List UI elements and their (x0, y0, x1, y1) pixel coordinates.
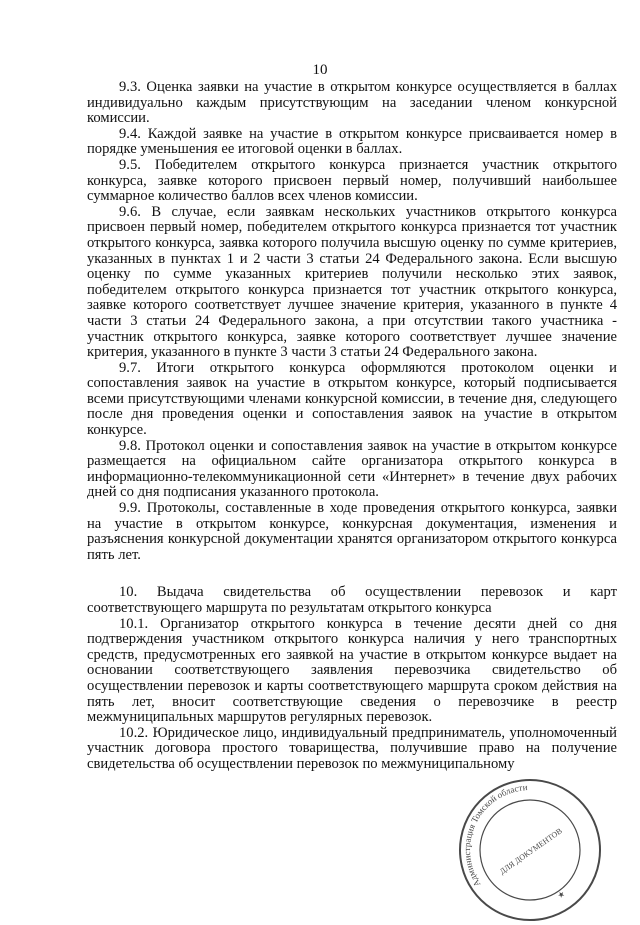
paragraph-10-1: 10.1. Организатор открытого конкурса в течение десяти дней со дня подтверждения участником открытого конкурса наличия у него транспортных средств, предусмотренных его заявкой на участие в открытом конкурсе выдает на основании соответствующего заявления перевозчика свидетельство об осуществлении перевозок и карты соответствующего маршрута сроком действия на пять лет, вносит соответствующие сведения о перевозчике в реестр межмуниципальных маршрутов регулярных перевозок. (87, 615, 617, 726)
stamp-star-icon: ★ (555, 888, 567, 901)
paragraph-9-6: 9.6. В случае, если заявкам нескольких участников открытого конкурса присвоен первый номер, победителем открытого конкурса признается тот участник открытого конкурса, заявка которого получила высшую оценку по сумме критериев, указанных в пунктах 1 и 2 части 3 статьи 24 Федерального закона. Если высшую оценку по сумме указанных критериев получили несколько этих заявок, победителем открытого конкурса признается тот участник открытого конкурса, заявке которого соответствует лучшее значение критерия, указанного в пункте 4 части 3 статьи 24 Федерального закона, а при отсутствии такого участника - участник открытого конкурса, заявке которого соответствует лучшее значение критерия, указанного в пункте 3 части 3 статьи 24 Федерального закона. (87, 203, 617, 361)
paragraph-9-7: 9.7. Итоги открытого конкурса оформляются протоколом оценки и сопоставления заявок на участие в открытом конкурсе, который подписывается всеми присутствующими членами конкурсной комиссии, в течение дня, следующего после дня проведения оценки и сопоставления заявок на участие в открытом конкурсе. (87, 359, 617, 439)
paragraph-10-2: 10.2. Юридическое лицо, индивидуальный предприниматель, уполномоченный участник договора простого товарищества, получившие право на получение свидетельства об осуществлении перевозок по межмуниципальному (87, 724, 617, 772)
document-body (87, 80, 617, 773)
paragraph-9-8: 9.8. Протокол оценки и сопоставления заявок на участие в открытом конкурсе размещается на официальном сайте организатора открытого конкурса в информационно-телекоммуникационной сети «Интернет» в течение двух рабочих дней со дня подписания указанного протокола. (87, 437, 617, 501)
paragraph-9-4: 9.4. Каждой заявке на участие в открытом конкурсе присваивается номер в порядке уменьшения ее итоговой оценки в баллах. (87, 125, 617, 158)
page-number: 10 (312, 62, 328, 78)
paragraph-9-3: 9.3. Оценка заявки на участие в открытом конкурсе осуществляется в баллах индивидуально каждым присутствующим на заседании членом конкурсной комиссии. (87, 79, 617, 127)
stamp-outer-text: Администрация Томской области (461, 782, 528, 889)
paragraph-9-9: 9.9. Протоколы, составленные в ходе проведения открытого конкурса, заявки на участие в открытом конкурсе, конкурсная документация, изменения и разъяснения конкурсной документации хранятся организатором открытого конкурса пять лет. (87, 500, 617, 563)
section-10-heading: 10. Выдача свидетельства об осуществлении перевозок и карт соответствующего маршрута по результатам открытого конкурса (87, 584, 617, 616)
paragraph-9-5: 9.5. Победителем открытого конкурса признается участник открытого конкурса, заявке которого присвоен первый номер, получивший наибольшее суммарное количество баллов всех членов комиссии. (87, 156, 617, 205)
official-stamp (455, 775, 605, 925)
stamp-center-text: ДЛЯ ДОКУМЕНТОВ (497, 826, 564, 877)
